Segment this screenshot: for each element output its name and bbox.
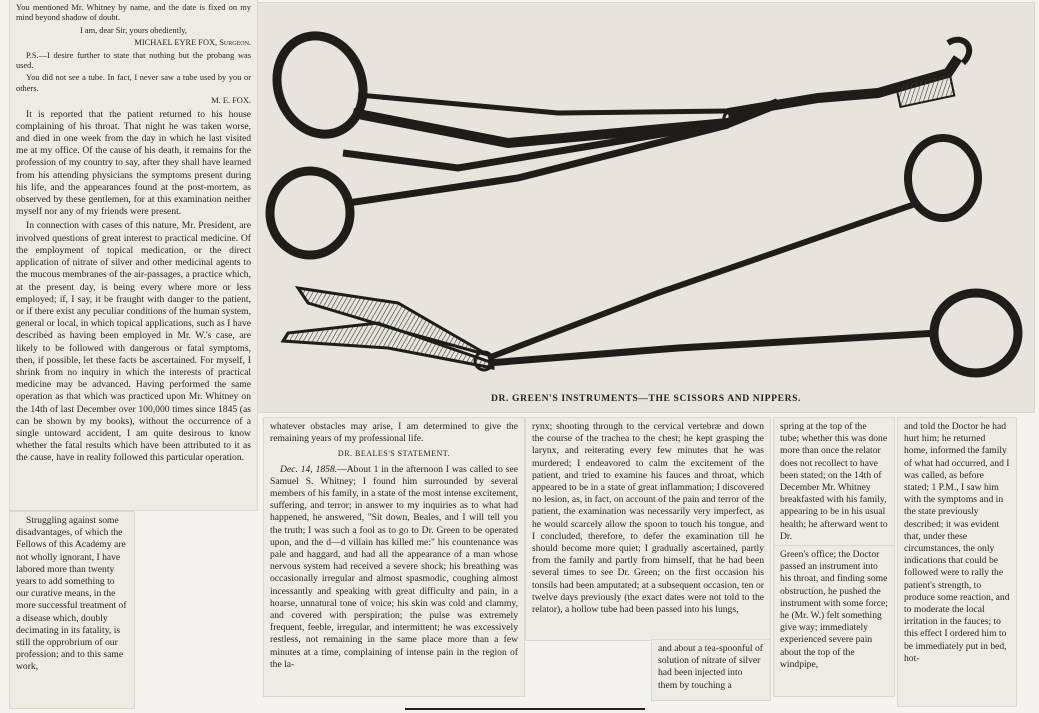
paragraph: Struggling against some disadvantages, of which the Fellows of this Academy are not wholly ignorant, I have labored more than twenty years to add something to our curative means, in the more successful treatment of a disease which, doubly decimating in its fatality, is still the opprobrium of our profession; and to this same work, — [16, 515, 127, 673]
scissors-icon — [283, 138, 1018, 373]
statement-date: Dec. 14, 1858. — [280, 463, 338, 475]
postscript-signature: M. E. FOX. — [211, 96, 251, 106]
paragraph: rynx; shooting through to the cervical vertebræ and down the course of the trachea to the chest; he kept grasping the larynx, and reiterating every few minutes that he was murdered; I endeavored to calm the excitement of the patient, and tried to examine his fauces and throat, which appeared to be in a state of great inflammation; I discovered no lesion, as, in fact, on account of the pain and terror of the patient, the examination was necessarily very imperfect, as he would scarcely allow the spoon to touch his tongue, and I concluded, therefore, to defer the examination till he should become more quiet; I gradually ascertained, partly from the family and partly from himself, that he had been several times to see Dr. Green; on the first occasion his tonsils had been amputated; at a subsequent occasion, ten or twelve days previously (the exact dates were not told to the relator), a hollow tube had been passed into his lungs, — [532, 421, 764, 616]
column-2-clipping — [264, 418, 524, 696]
scissors-illustration — [258, 3, 1034, 412]
letter-closing: I am, dear Sir, yours obediently, — [79, 25, 188, 35]
column-3-clipping — [526, 418, 770, 640]
paragraph: It is reported that the patient returned to his house complaining of his throat. That night he was taken worse, and died in one week from the day in which he last visited me at my office. Of the cause of his death, it remains for the profession of my country to say, after they shall have learned from his attending physicians the symptoms present during his life, and the appearances found at the post-mortem, as observed by these gentlemen, for at this examination neither myself nor any of my friends were present. — [16, 108, 251, 218]
paragraph: Green's office; the Doctor passed an instrument into his throat, and finding some obstruction, he pushed the instrument with some force; he (Mr. W.) felt something give way; immediately experienced severe pain about the top of the windpipe, — [780, 549, 888, 670]
section-heading: DR. BEALES'S STATEMENT. — [337, 449, 451, 459]
divider-rule — [405, 708, 645, 710]
paragraph: spring at the top of the tube; whether this was done more than once the relator does not recollect to have been stated; on the 14th of December Mr. Whitney breakfasted with his family, appearing to be in his usual health; he afterward went to Dr. — [780, 421, 888, 542]
paragraph: —About 1 in the afternoon I was called to see Samuel S. Whitney; I found him surrounded by several members of his family, in a state of the most intense excitement, suffering, and terror; in answer to my inquiries as to what had happened, he answered, "Sit down, Beales, and I will tell you the truth; I was such a fool as to go to Dr. Green to be operated upon, and the d—d villain has killed me:" his countenance was pale and haggard, and had all the appearance of a man whose nervous system had received a severe shock; his breathing was occasionally irregular and almost spasmodic, coughing almost incessantly and speaking with great difficulty and pain, in a hoarse, unnatural tone of voice; his skin was cold and clammy, and covered with perspiration; the pulse was extremely frequent, feeble, irregular, and intermittent; he was excessively restless, not remaining in the same place more than a few minutes at a time, complaining of intense pain in the region of the la- — [270, 463, 518, 670]
letter-signature: MICHAEL EYRE FOX, Surgeon. — [134, 38, 251, 48]
paragraph: and about a tea-spoonful of solution of nitrate of silver had been injected into them by touching a — [658, 643, 763, 691]
figure-caption: DR. GREEN'S INSTRUMENTS—THE SCISSORS AND NIPPERS. — [490, 393, 802, 404]
column-3-continuation — [652, 640, 770, 700]
scissors-and-nippers-drawing — [258, 3, 1034, 412]
paragraph: whatever obstacles may arise, I am determined to give the remaining years of my professional life. — [270, 421, 518, 445]
column-4-continuation — [774, 546, 894, 696]
postscript-note: You did not see a tube. In fact, I never saw a tube used by you or others. — [16, 73, 251, 93]
letter-line: You mentioned Mr. Whitney by name, and the date is fixed on my mind beyond shadow of doubt. — [16, 3, 251, 23]
postscript: P.S.—I desire further to state that nothing but the probang was used. — [16, 50, 251, 71]
paragraph: In connection with cases of this nature, Mr. President, are involved questions of great interest to practical medicine. Of the employment of topical medication, or the direct application of nitrate of silver and other medicinal agents to the mucous membranes of the air-passages, a practice which, at the present day, is being every where more or less employed; if, I say, it be fraught with danger to the patient, or if there exist any peculiar conditions of the human system, general or local, in which topical applications, such as I have described as having been employed in Mr. W.'s case, are likely to be followed with dangerous or fatal symptoms, then, if possible, let these facts be ascertained. For myself, I shrink from no inquiry in which the interests of practical medicine may be advanced. Having performed the same operation as that which was practiced upon Mr. Whitney on the 14th of last December over 100,000 times since 1845 (as can be shown by my books), without the occurrence of a single untoward accident, I am quite desirous to know whether the fatal results which have been attributed to it as the cause, have in reality followed this particular operation. — [16, 220, 251, 464]
column-1-clipping — [10, 0, 257, 510]
column-1-continuation — [10, 512, 134, 708]
paragraph: and told the Doctor he had hurt him; he returned home, informed the family of what had occurred, and I was called, as before stated; 1 P.M., I saw him with the symptoms and in the state previously described; it was evident that, under these circumstances, the only indications that could be followed were to rally the patient's strength, to produce some reaction, and to moderate the local irritation in the fauces; to this effect I ordered him to be immediately put in bed, hot- — [904, 421, 1010, 664]
column-4-clipping — [774, 418, 894, 546]
column-5-clipping — [898, 418, 1016, 706]
